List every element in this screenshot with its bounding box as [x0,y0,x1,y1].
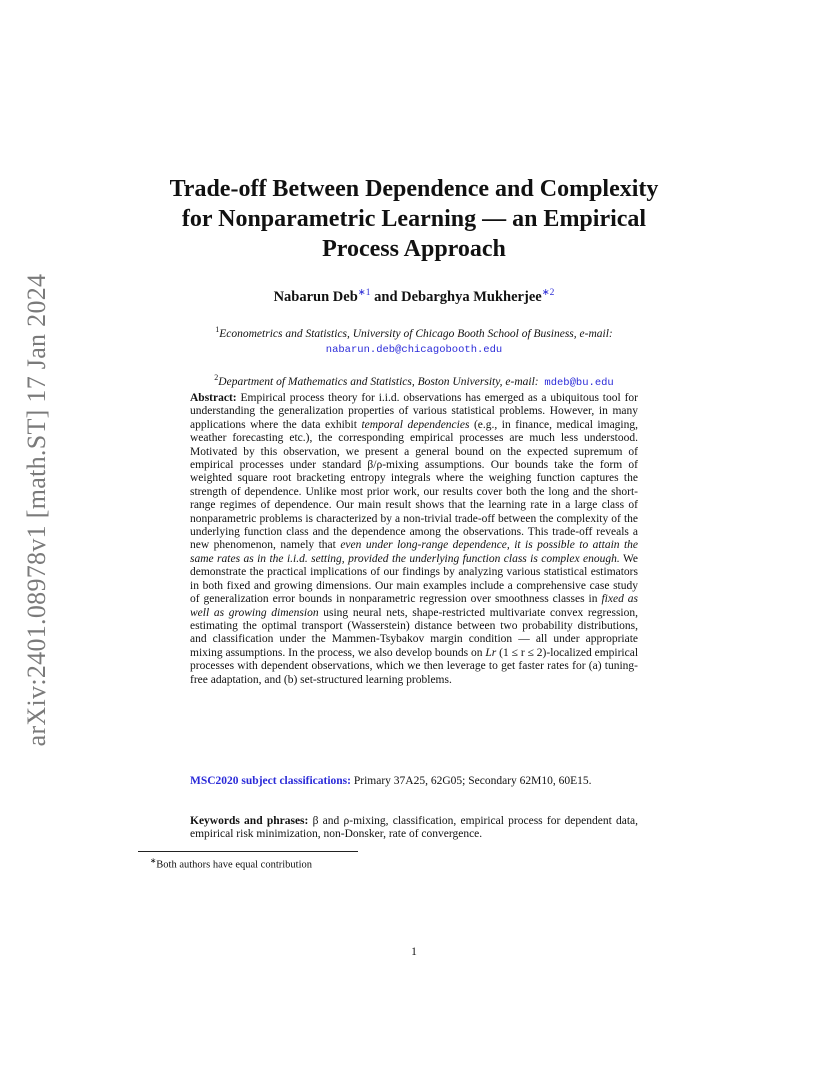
affiliation-text: Department of Mathematics and Statistics, Boston University, e-mail: [218,375,539,388]
affiliation-text: Econometrics and Statistics, University of Chicago Booth School of Business, e-mail: [219,327,613,340]
abstract [190,392,638,687]
email-link[interactable]: mdeb@bu.edu [544,376,614,389]
arxiv-identifier-stamp: arXiv:2401.08978v1 [math.ST] 17 Jan 2024 [22,273,51,747]
author-list [120,287,708,306]
abstract-label: Abstract: [190,392,237,404]
abstract-math: Lr [485,646,497,659]
keywords [190,815,638,842]
abstract-text: Empirical process theory for i.i.d. observations has emerged as a ubiquitous tool for understanding the generalization properties of various statistical problems. However, in many applications where the data exhibit [190,392,639,431]
abstract-text: using neural nets, shape-restricted multivariate convex regression, estimating the optimal transport (Wasserstein) distance between two probability distributions, and classification under the Mammen-Tsybakov margin condition — all under appropriate mixing assumptions. In the process, we also develop bounds on [190,606,638,659]
abstract-text: (1 ≤ r ≤ 2)-localized empirical processes with dependent observations, which we then leverage to get faster rates for (a) tuning-free adaptation, and (b) set-structured learning problems. [190,646,639,686]
title-line: Process Approach [322,236,506,262]
keywords-text: β and ρ-mixing, classification, empirical process for dependent data, empirical risk minimization, non-Donsker, rate of convergence. [190,815,639,841]
abstract-text: We demonstrate the practical implications of our findings by analyzing various statistical estimators in both fixed and growing dimensions. Our main examples include a comprehensive case study of generalization error bounds in nonparametric regression over smoothness classes in [190,552,638,606]
footnote [150,856,312,871]
abstract-text: (e.g., in finance, medical imaging, weather forecasting etc.), the corresponding empirical processes are much less understood. Motivated by this observation, we present a general bound on the expected supremum of empirical processes under standard β/ρ-mixing assumptions. Our bounds take the form of weighted square root bracketing entropy integrals where the weighing function captures the strength of dependence. Unlike most prior work, our results cover both the long and the short-range regimes of dependence. Our main result shows that the learning rate in a large class of nonparametric problems is characterized by a non-trivial trade-off between the complexity of the underlying function class and the dependence among the observations. This trade-off reveals a new phenomenon, namely that [190,418,638,552]
affiliation-mark: 2 [214,373,219,382]
author-conjunction: and [374,288,398,305]
affiliation-2 [160,370,668,391]
email-link[interactable]: nabarun.deb@chicagobooth.edu [325,343,503,356]
affiliation-1 [160,322,668,358]
author-footnote-mark[interactable]: ∗2 [541,288,555,298]
title-line: Trade-off Between Dependence and Complexity [169,176,659,202]
abstract-emphasis: temporal dependencies [361,418,470,431]
affiliation-mark: 1 [215,325,220,334]
msc-text: Primary 37A25, 62G05; Secondary 62M10, 60E15. [353,775,592,787]
footnote-divider [138,851,358,852]
abstract-emphasis: fixed as well as growing dimension [190,593,639,619]
footnote-text: Both authors have equal contribution [156,859,313,871]
msc-classification [190,775,638,788]
title-line: for Nonparametric Learning — an Empirical [181,206,647,232]
author-name: Nabarun Deb [273,288,358,305]
paper-title [120,174,708,264]
abstract-emphasis: even under long-range dependence, it is possible to attain the same rates as in the i.i.d. setting, provided the underlying function class is complex enough. [190,539,639,565]
page-number: 1 [411,946,417,958]
author-footnote-mark[interactable]: ∗1 [357,288,371,298]
keywords-label: Keywords and phrases: [190,815,309,827]
msc-link[interactable]: MSC2020 subject classifications: [190,775,351,787]
footnote-mark: ∗ [150,856,157,865]
author-name: Debarghya Mukherjee [401,288,542,305]
